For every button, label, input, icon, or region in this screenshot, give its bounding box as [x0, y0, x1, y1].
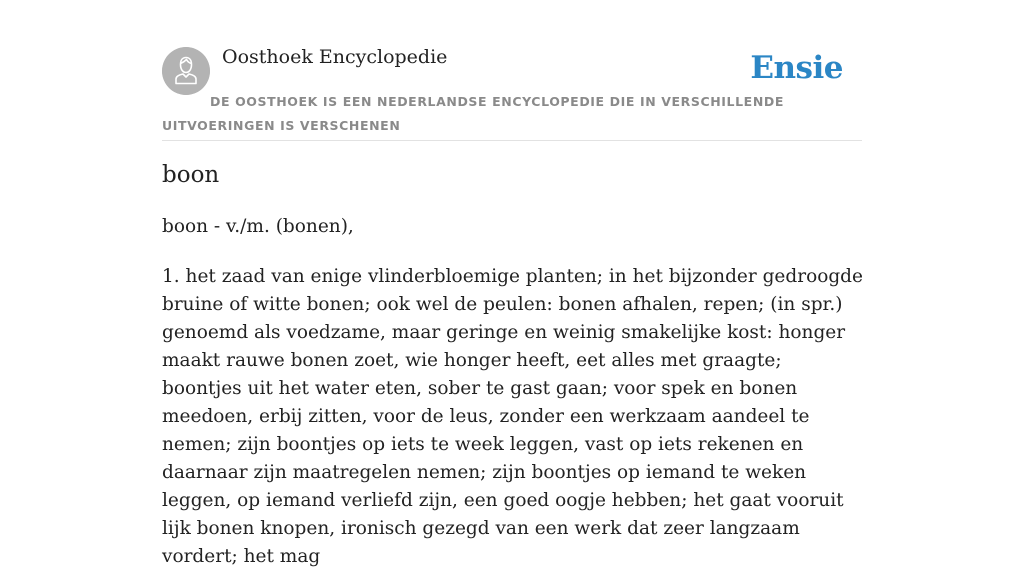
- user-icon: [162, 47, 210, 95]
- site-tagline: DE OOSTHOEK IS EEN NEDERLANDSE ENCYCLOPEDIE DIE IN VERSCHILLENDE UITVOERINGEN IS VERSCHENEN: [162, 94, 784, 133]
- site-header: [162, 0, 862, 141]
- site-name[interactable]: Oosthoek Encyclopedie: [222, 46, 448, 68]
- ensie-logo[interactable]: Ensie: [750, 50, 843, 86]
- entry-title: boon: [162, 162, 220, 188]
- avatar[interactable]: [162, 47, 210, 95]
- entry-headword-line: boon - v./m. (bonen),: [162, 216, 354, 237]
- entry-definition: 1. het zaad van enige vlinderbloemige planten; in het bijzonder gedroogde bruine of witte bonen; ook wel de peulen: bonen afhalen, repen; (in spr.) genoemd als voedzame, maar geringe en weinig smakelijke kost: honger maakt rauwe bonen zoet, wie honger heeft, eet alles met graagte; boontjes uit het water eten, sober te gast gaan; voor spek en bonen meedoen, erbij zitten, voor de leus, zonder een werkzaam aandeel te nemen; zijn boontjes op iets te week leggen, vast op iets rekenen en daarnaar zijn maatregelen nemen; zijn boontjes op iemand te weken leggen, op iemand verliefd zijn, een goed oogje hebben; het gaat vooruit lijk bonen knopen, ironisch gezegd van een werk dat zeer langzaam vordert; het mag: [162, 266, 863, 567]
- page-container: [162, 0, 863, 567]
